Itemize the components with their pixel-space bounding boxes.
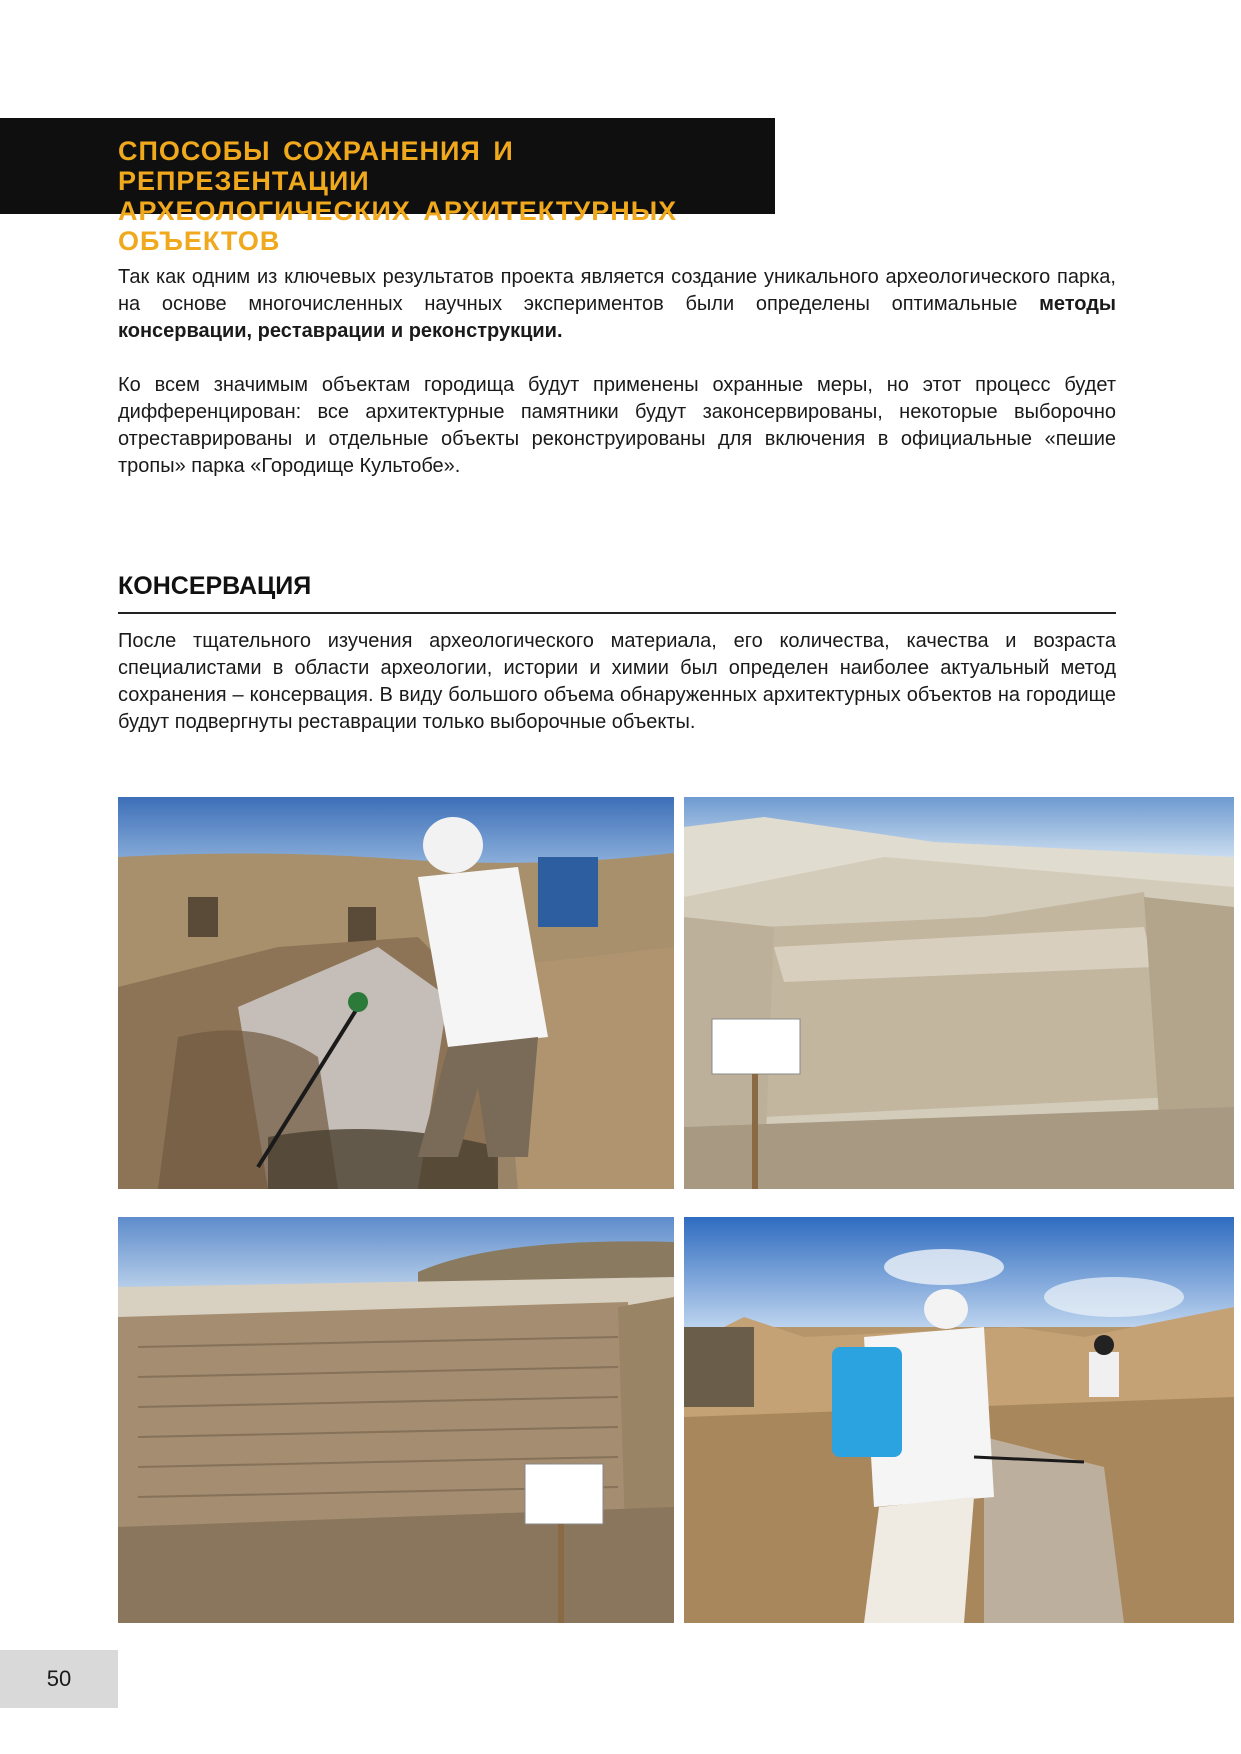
title-bar xyxy=(0,118,775,256)
photo-workers-with-sprayers xyxy=(684,1217,1234,1623)
page-number-box xyxy=(0,1650,118,1708)
page-title xyxy=(118,136,775,256)
page-number: 50 xyxy=(46,1666,72,1691)
intro-paragraph-2: Ко всем значимым объектам городища будут применены охранные меры, но этот процесс будет дифференцирован: все архитектурные памятники будут законсервированы, некоторые выборочно отреставрированы и отдельные объекты реконструированы для включения в официальные «пешие тропы» парка «Городище Культобе». xyxy=(118,374,1116,477)
section-paragraph: После тщательного изучения археологического материала, его количества, качества и возраста специалистами в области археологии, истории и химии был определен наиболее актуальный метод сохранения – консервация. В виду большого объема обнаруженных архитектурных объектов на городище будут подвергнуты реставрации только выборочные объекты. xyxy=(118,630,1116,733)
intro-paragraph-1 xyxy=(118,264,1116,345)
photo-worker-spraying-trench xyxy=(118,797,674,1189)
photo-conserved-wall-with-sign xyxy=(684,797,1234,1189)
page-title-line2: АРХЕОЛОГИЧЕСКИХ АРХИТЕКТУРНЫХ ОБЪЕКТОВ xyxy=(118,196,678,256)
section-divider xyxy=(118,612,1116,614)
intro-paragraph-1-bold: методы консервации, реставрации и реконструкции. xyxy=(118,293,1116,342)
page-title-line1: СПОСОБЫ СОХРАНЕНИЯ И РЕПРЕЗЕНТАЦИИ xyxy=(118,136,514,196)
intro-paragraph-1-text: Так как одним из ключевых результатов проекта является создание уникального археологического парка, на основе многочисленных научных экспериментов были определены оптимальные xyxy=(118,266,1116,315)
section-title: КОНСЕРВАЦИЯ xyxy=(118,572,312,600)
photo-brick-wall-with-sign xyxy=(118,1217,674,1623)
